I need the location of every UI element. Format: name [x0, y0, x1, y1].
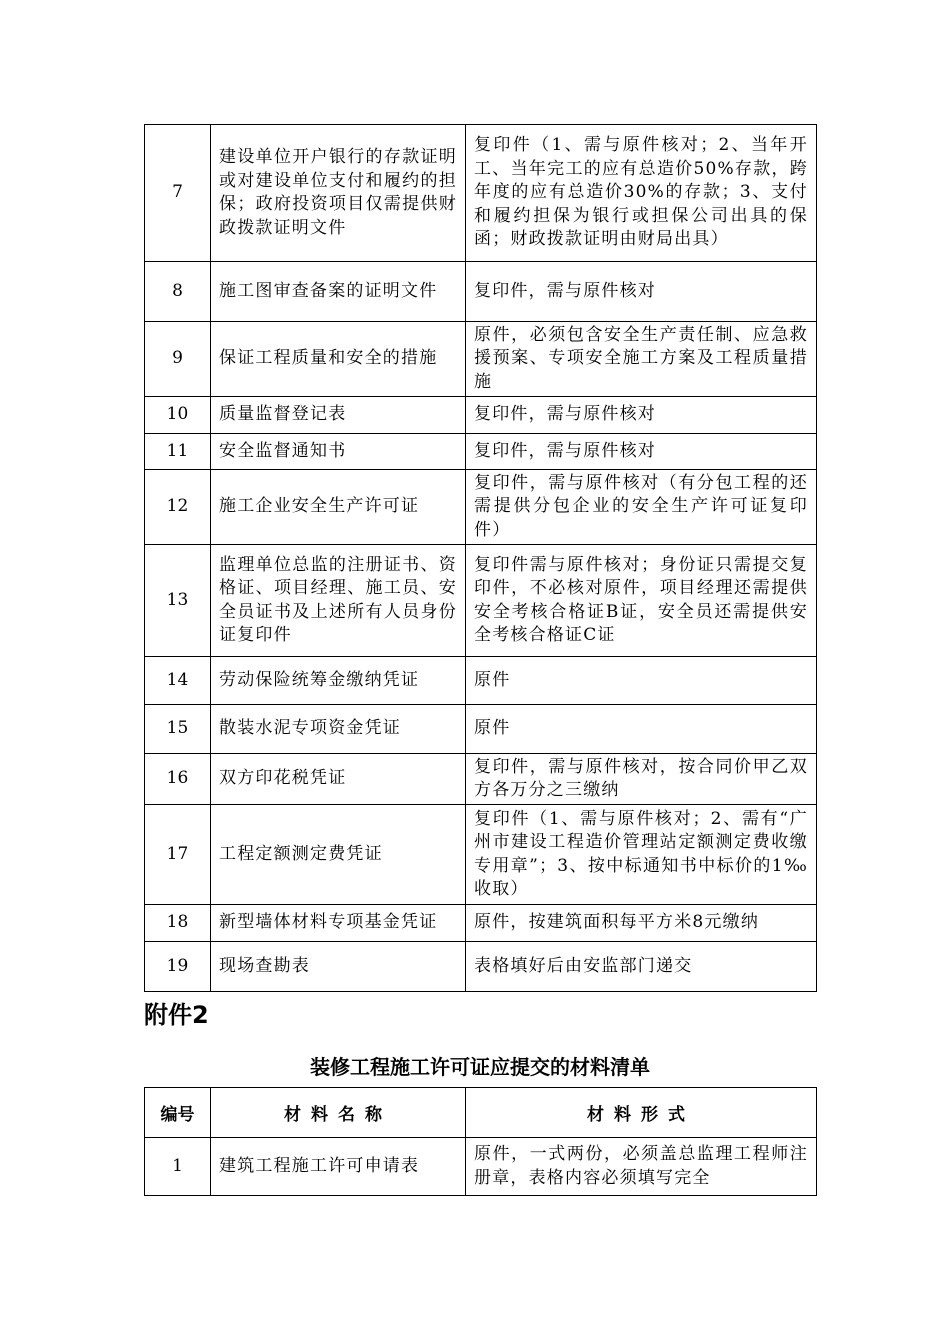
table-row	[145, 942, 817, 992]
row-number: 1	[145, 1138, 211, 1196]
material-name-cell: 劳动保险统筹金缴纳凭证	[211, 657, 466, 705]
table-row	[145, 545, 817, 657]
material-form-cell: 复印件（1、需与原件核对；2、当年开工、当年完工的应有总造价50%存款，跨年度的应有总造价30%的存款；3、支付和履约担保为银行或担保公司出具的保函；财政拨款证明由财局出具）	[466, 125, 817, 262]
row-number: 17	[145, 805, 211, 905]
row-number: 18	[145, 905, 211, 942]
row-number: 8	[145, 262, 211, 322]
material-name-cell: 保证工程质量和安全的措施	[211, 322, 466, 397]
table-header-row	[145, 1088, 817, 1138]
attachment-label: 附件2	[144, 1001, 209, 1029]
material-form-cell: 复印件需与原件核对；身份证只需提交复印件，不必核对原件，项目经理还需提供安全考核合格证B证，安全员还需提供安全考核合格证C证	[466, 545, 817, 657]
material-name-cell: 新型墙体材料专项基金凭证	[211, 905, 466, 942]
material-form-cell: 原件，按建筑面积每平方米8元缴纳	[466, 905, 817, 942]
material-form-cell: 复印件，需与原件核对	[466, 434, 817, 470]
material-form-cell: 复印件，需与原件核对	[466, 262, 817, 322]
document-title: 装修工程施工许可证应提交的材料清单	[310, 1055, 650, 1079]
material-form-cell: 复印件，需与原件核对，按合同价甲乙双方各万分之三缴纳	[466, 754, 817, 805]
material-name-cell: 工程定额测定费凭证	[211, 805, 466, 905]
table-row	[145, 805, 817, 905]
row-number: 11	[145, 434, 211, 470]
header-material-name: 材料名称	[211, 1088, 466, 1138]
material-name-cell: 散装水泥专项资金凭证	[211, 705, 466, 754]
table-row	[145, 434, 817, 470]
table-row	[145, 754, 817, 805]
table-row	[145, 322, 817, 397]
row-number: 12	[145, 470, 211, 545]
table-row	[145, 470, 817, 545]
material-name-cell: 质量监督登记表	[211, 397, 466, 434]
material-form-cell: 复印件，需与原件核对	[466, 397, 817, 434]
material-name-cell: 监理单位总监的注册证书、资格证、项目经理、施工员、安全员证书及上述所有人员身份证复印件	[211, 545, 466, 657]
table-row	[145, 262, 817, 322]
material-name-cell: 建筑工程施工许可申请表	[211, 1138, 466, 1196]
material-name-cell: 双方印花税凭证	[211, 754, 466, 805]
material-name-cell: 施工企业安全生产许可证	[211, 470, 466, 545]
material-name-cell: 安全监督通知书	[211, 434, 466, 470]
material-name-cell: 施工图审查备案的证明文件	[211, 262, 466, 322]
row-number: 15	[145, 705, 211, 754]
material-form-cell: 表格填好后由安监部门递交	[466, 942, 817, 992]
table-row	[145, 705, 817, 754]
row-number: 13	[145, 545, 211, 657]
table-row	[145, 397, 817, 434]
material-name-cell: 建设单位开户银行的存款证明或对建设单位支付和履约的担保；政府投资项目仅需提供财政拨款证明文件	[211, 125, 466, 262]
header-number: 编号	[145, 1088, 211, 1138]
material-form-cell: 原件，一式两份，必须盖总监理工程师注册章，表格内容必须填写完全	[466, 1138, 817, 1196]
table-row	[145, 905, 817, 942]
table-row	[145, 657, 817, 705]
material-form-cell: 原件	[466, 705, 817, 754]
header-material-form: 材料形式	[466, 1088, 817, 1138]
row-number: 9	[145, 322, 211, 397]
row-number: 7	[145, 125, 211, 262]
material-name-cell: 现场查勘表	[211, 942, 466, 992]
row-number: 16	[145, 754, 211, 805]
table-row	[145, 1138, 817, 1196]
row-number: 10	[145, 397, 211, 434]
row-number: 19	[145, 942, 211, 992]
material-form-cell: 复印件（1、需与原件核对；2、需有“广州市建设工程造价管理站定额测定费收缴专用章”；3、按中标通知书中标价的1‰收取）	[466, 805, 817, 905]
table-row	[145, 125, 817, 262]
material-form-cell: 原件	[466, 657, 817, 705]
materials-table-continued	[144, 124, 817, 992]
material-form-cell: 复印件，需与原件核对（有分包工程的还需提供分包企业的安全生产许可证复印件）	[466, 470, 817, 545]
material-form-cell: 原件，必须包含安全生产责任制、应急救援预案、专项安全施工方案及工程质量措施	[466, 322, 817, 397]
row-number: 14	[145, 657, 211, 705]
decoration-materials-table	[144, 1087, 817, 1196]
